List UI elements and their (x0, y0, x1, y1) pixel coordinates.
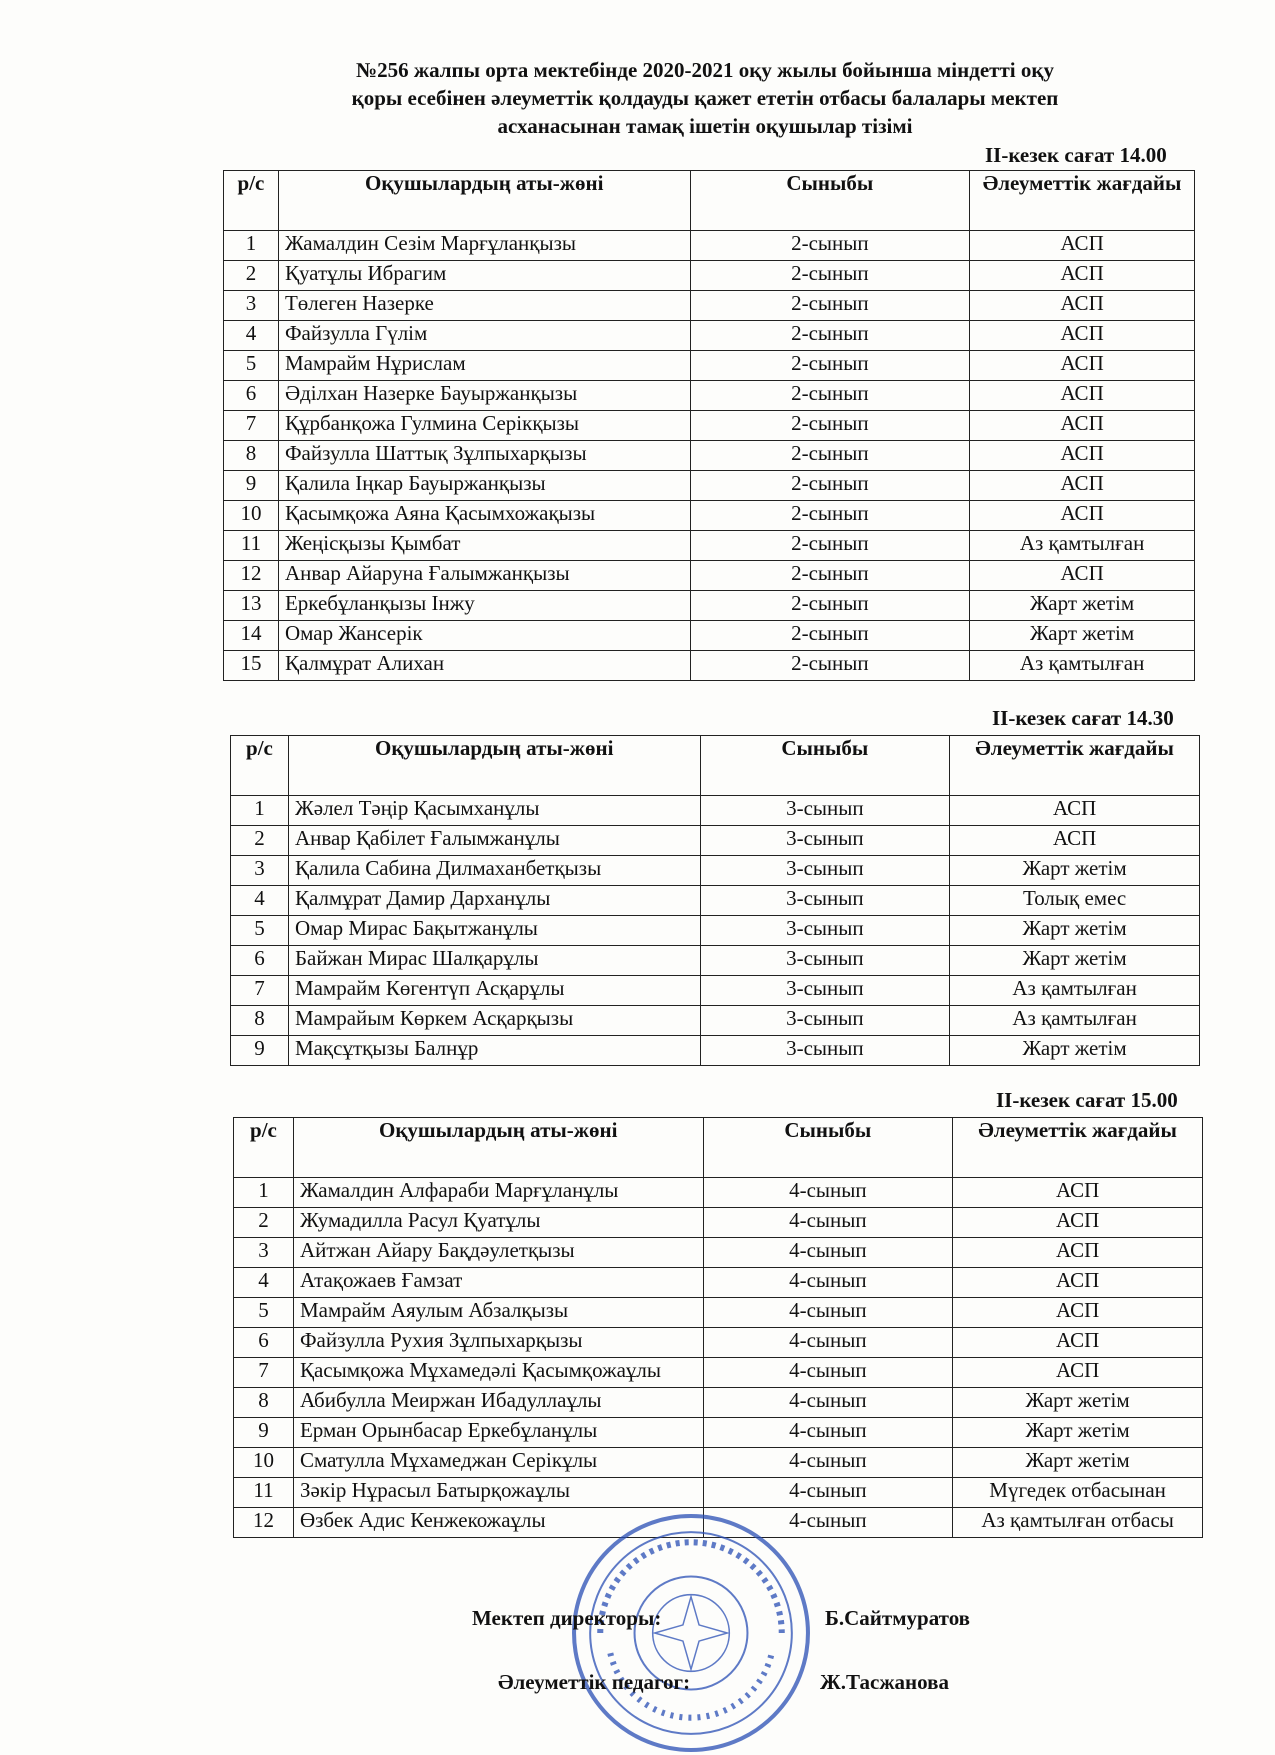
row-number: 3 (231, 856, 289, 886)
student-name: Қасымқожа Аяна Қасымхожақызы (278, 501, 690, 531)
row-number: 5 (231, 916, 289, 946)
row-number: 13 (224, 591, 279, 621)
student-class: 4-сынып (703, 1268, 953, 1298)
social-status: Аз қамтылған (970, 651, 1195, 681)
student-name: Омар Мирас Бақытжанұлы (288, 916, 700, 946)
table-row (224, 501, 1195, 531)
header-num: р/с (231, 736, 289, 796)
title-line-1: №256 жалпы орта мектебінде 2020-2021 оқу жылы бойынша міндетті оқу (356, 58, 1054, 82)
social-status: Жарт жетім (950, 916, 1200, 946)
row-number: 4 (231, 886, 289, 916)
social-status: АСП (970, 471, 1195, 501)
social-status: Жарт жетім (970, 591, 1195, 621)
student-class: 2-сынып (690, 261, 970, 291)
table-row (224, 471, 1195, 501)
student-class: 2-сынып (690, 471, 970, 501)
student-name: Қалмұрат Алихан (278, 651, 690, 681)
table-row (234, 1238, 1203, 1268)
table-row (224, 381, 1195, 411)
student-class: 2-сынып (690, 651, 970, 681)
social-status: Мүгедек отбасынан (953, 1478, 1203, 1508)
student-name: Жәлел Тәңір Қасымханұлы (288, 796, 700, 826)
row-number: 7 (231, 976, 289, 1006)
social-status: АСП (950, 826, 1200, 856)
student-class: 2-сынып (690, 381, 970, 411)
table-row (224, 651, 1195, 681)
social-status: Аз қамтылған отбасы (953, 1508, 1203, 1538)
row-number: 10 (224, 501, 279, 531)
table-row (224, 291, 1195, 321)
table-row (224, 591, 1195, 621)
student-name: Абибулла Меиржан Ибадуллаұлы (293, 1388, 703, 1418)
header-status: Әлеуметтік жағдайы (970, 171, 1195, 231)
social-status: Жарт жетім (950, 1036, 1200, 1066)
student-name: Қалила Іңкар Бауыржанқызы (278, 471, 690, 501)
social-status: Толық емес (950, 886, 1200, 916)
student-class: 3-сынып (700, 886, 950, 916)
table-row (231, 976, 1200, 1006)
student-class: 2-сынып (690, 561, 970, 591)
student-name: Байжан Мирас Шалқарұлы (288, 946, 700, 976)
document-title (230, 56, 1180, 140)
table-row (234, 1178, 1203, 1208)
student-class: 2-сынып (690, 351, 970, 381)
students-table-1 (223, 170, 1195, 681)
student-name: Еркебұланқызы Інжу (278, 591, 690, 621)
row-number: 4 (224, 321, 279, 351)
row-number: 7 (234, 1358, 294, 1388)
student-name: Жамалдин Алфараби Марғұланұлы (293, 1178, 703, 1208)
row-number: 8 (234, 1388, 294, 1418)
student-name: Файзулла Рухия Зұлпыхарқызы (293, 1328, 703, 1358)
student-name: Төлеген Назерке (278, 291, 690, 321)
student-class: 3-сынып (700, 916, 950, 946)
student-class: 3-сынып (700, 826, 950, 856)
social-status: АСП (970, 291, 1195, 321)
table-row (234, 1448, 1203, 1478)
row-number: 11 (234, 1478, 294, 1508)
row-number: 4 (234, 1268, 294, 1298)
student-class: 2-сынып (690, 501, 970, 531)
student-class: 2-сынып (690, 591, 970, 621)
student-name: Мамрайым Көркем Асқарқызы (288, 1006, 700, 1036)
student-class: 3-сынып (700, 1006, 950, 1036)
row-number: 5 (224, 351, 279, 381)
header-status: Әлеуметтік жағдайы (953, 1118, 1203, 1178)
social-status: АСП (970, 441, 1195, 471)
header-num: р/с (234, 1118, 294, 1178)
row-number: 10 (234, 1448, 294, 1478)
student-class: 2-сынып (690, 321, 970, 351)
director-name: Б.Сайтмуратов (825, 1606, 971, 1630)
student-name: Атақожаев Ғамзат (293, 1268, 703, 1298)
table-row (224, 531, 1195, 561)
student-class: 2-сынып (690, 231, 970, 261)
shift-label-1: ІІ-кезек сағат 14.00 (985, 143, 1167, 167)
row-number: 6 (234, 1328, 294, 1358)
student-name: Өзбек Адис Кенжекожаұлы (293, 1508, 703, 1538)
social-status: АСП (953, 1328, 1203, 1358)
table-row (234, 1418, 1203, 1448)
pedagogue-label: Әлеуметтік педагог: (498, 1670, 691, 1694)
social-status: АСП (970, 261, 1195, 291)
table-row (234, 1388, 1203, 1418)
student-name: Жумадилла Расул Қуатұлы (293, 1208, 703, 1238)
table-row (224, 441, 1195, 471)
row-number: 8 (231, 1006, 289, 1036)
table-body-2 (231, 796, 1200, 1066)
student-class: 4-сынып (703, 1178, 953, 1208)
pedagogue-name: Ж.Тасжанова (820, 1670, 949, 1694)
row-number: 11 (224, 531, 279, 561)
social-status: АСП (953, 1358, 1203, 1388)
social-status: Жарт жетім (953, 1448, 1203, 1478)
student-class: 2-сынып (690, 531, 970, 561)
header-name: Оқушылардың аты-жөні (278, 171, 690, 231)
social-status: АСП (953, 1238, 1203, 1268)
row-number: 2 (234, 1208, 294, 1238)
header-name: Оқушылардың аты-жөні (288, 736, 700, 796)
header-class: Сыныбы (690, 171, 970, 231)
row-number: 7 (224, 411, 279, 441)
table-body-3 (234, 1178, 1203, 1538)
student-class: 3-сынып (700, 946, 950, 976)
shift-label-3: ІІ-кезек сағат 15.00 (996, 1088, 1178, 1112)
social-status: АСП (970, 381, 1195, 411)
table-row (231, 856, 1200, 886)
students-table-2 (230, 735, 1200, 1066)
row-number: 8 (224, 441, 279, 471)
student-class: 4-сынып (703, 1358, 953, 1388)
row-number: 14 (224, 621, 279, 651)
social-status: АСП (970, 231, 1195, 261)
table-row (234, 1268, 1203, 1298)
student-name: Омар Жансерік (278, 621, 690, 651)
social-status: Жарт жетім (970, 621, 1195, 651)
table-row (231, 796, 1200, 826)
header-num: р/с (224, 171, 279, 231)
social-status: АСП (970, 321, 1195, 351)
row-number: 5 (234, 1298, 294, 1328)
student-class: 4-сынып (703, 1388, 953, 1418)
row-number: 6 (224, 381, 279, 411)
social-status: Аз қамтылған (970, 531, 1195, 561)
students-table-3 (233, 1117, 1203, 1538)
row-number: 1 (224, 231, 279, 261)
student-class: 4-сынып (703, 1448, 953, 1478)
student-class: 3-сынып (700, 976, 950, 1006)
row-number: 6 (231, 946, 289, 976)
social-status: Жарт жетім (950, 856, 1200, 886)
student-name: Файзулла Шаттық Зұлпыхарқызы (278, 441, 690, 471)
student-class: 4-сынып (703, 1508, 953, 1538)
social-status: АСП (953, 1298, 1203, 1328)
table-row (234, 1358, 1203, 1388)
student-name: Анвар Қабілет Ғалымжанұлы (288, 826, 700, 856)
table-row (231, 1006, 1200, 1036)
student-name: Мамрайм Көгентүп Асқарұлы (288, 976, 700, 1006)
table-body-1 (224, 231, 1195, 681)
student-name: Әділхан Назерке Бауыржанқызы (278, 381, 690, 411)
table-row (224, 231, 1195, 261)
table-row (224, 351, 1195, 381)
table-row (231, 826, 1200, 856)
student-name: Құрбанқожа Гулмина Серікқызы (278, 411, 690, 441)
row-number: 9 (231, 1036, 289, 1066)
student-name: Анвар Айаруна Ғалымжанқызы (278, 561, 690, 591)
table-row (231, 946, 1200, 976)
table-row (224, 561, 1195, 591)
student-name: Файзулла Гүлім (278, 321, 690, 351)
student-name: Мамрайм Аяулым Абзалқызы (293, 1298, 703, 1328)
director-label: Мектеп директоры: (472, 1606, 662, 1630)
table-row (224, 621, 1195, 651)
social-status: Аз қамтылған (950, 976, 1200, 1006)
student-class: 2-сынып (690, 291, 970, 321)
student-name: Қасымқожа Мұхамедәлі Қасымқожаұлы (293, 1358, 703, 1388)
row-number: 12 (224, 561, 279, 591)
table-row (234, 1478, 1203, 1508)
header-status: Әлеуметтік жағдайы (950, 736, 1200, 796)
title-line-3: асханасынан тамақ ішетін оқушылар тізімі (497, 114, 913, 138)
student-class: 3-сынып (700, 1036, 950, 1066)
social-status: АСП (970, 351, 1195, 381)
header-class: Сыныбы (703, 1118, 953, 1178)
row-number: 3 (234, 1238, 294, 1268)
header-name: Оқушылардың аты-жөні (293, 1118, 703, 1178)
social-status: АСП (953, 1268, 1203, 1298)
student-class: 4-сынып (703, 1238, 953, 1268)
stamp-icon (574, 1516, 808, 1750)
student-name: Жамалдин Сезім Марғұланқызы (278, 231, 690, 261)
student-name: Қуатұлы Ибрагим (278, 261, 690, 291)
student-name: Қалмұрат Дамир Дарханұлы (288, 886, 700, 916)
student-class: 4-сынып (703, 1478, 953, 1508)
social-status: АСП (970, 411, 1195, 441)
student-class: 4-сынып (703, 1418, 953, 1448)
social-status: АСП (970, 501, 1195, 531)
official-stamp (570, 1512, 812, 1754)
student-class: 3-сынып (700, 856, 950, 886)
row-number: 1 (231, 796, 289, 826)
row-number: 15 (224, 651, 279, 681)
table-row (234, 1328, 1203, 1358)
row-number: 9 (224, 471, 279, 501)
social-status: АСП (953, 1178, 1203, 1208)
social-status: Жарт жетім (953, 1388, 1203, 1418)
social-status: Жарт жетім (953, 1418, 1203, 1448)
row-number: 12 (234, 1508, 294, 1538)
table-row (231, 886, 1200, 916)
social-status: АСП (970, 561, 1195, 591)
social-status: АСП (953, 1208, 1203, 1238)
social-status: Аз қамтылған (950, 1006, 1200, 1036)
student-name: Ерман Орынбасар Еркебұланұлы (293, 1418, 703, 1448)
student-name: Сматулла Мұхамеджан Серікұлы (293, 1448, 703, 1478)
row-number: 2 (231, 826, 289, 856)
social-status: АСП (950, 796, 1200, 826)
social-status: Жарт жетім (950, 946, 1200, 976)
row-number: 3 (224, 291, 279, 321)
student-class: 4-сынып (703, 1298, 953, 1328)
shift-label-2: ІІ-кезек сағат 14.30 (992, 706, 1174, 730)
table-row (224, 411, 1195, 441)
student-class: 2-сынып (690, 621, 970, 651)
student-class: 4-сынып (703, 1208, 953, 1238)
title-line-2: қоры есебінен әлеуметтік қолдауды қажет ететін отбасы балалары мектеп (351, 86, 1059, 110)
student-name: Мамрайм Нұрислам (278, 351, 690, 381)
student-class: 3-сынып (700, 796, 950, 826)
student-name: Зәкір Нұрасыл Батырқожаұлы (293, 1478, 703, 1508)
student-class: 4-сынып (703, 1328, 953, 1358)
student-class: 2-сынып (690, 411, 970, 441)
table-row (234, 1298, 1203, 1328)
table-row (231, 916, 1200, 946)
student-name: Айтжан Айару Бақдәулетқызы (293, 1238, 703, 1268)
table-row (224, 261, 1195, 291)
student-class: 2-сынып (690, 441, 970, 471)
header-class: Сыныбы (700, 736, 950, 796)
row-number: 2 (224, 261, 279, 291)
table-row (231, 1036, 1200, 1066)
row-number: 1 (234, 1178, 294, 1208)
table-row (224, 321, 1195, 351)
row-number: 9 (234, 1418, 294, 1448)
student-name: Жеңісқызы Қымбат (278, 531, 690, 561)
student-name: Қалила Сабина Дилмаханбетқызы (288, 856, 700, 886)
student-name: Мақсұтқызы Балнұр (288, 1036, 700, 1066)
table-row (234, 1208, 1203, 1238)
